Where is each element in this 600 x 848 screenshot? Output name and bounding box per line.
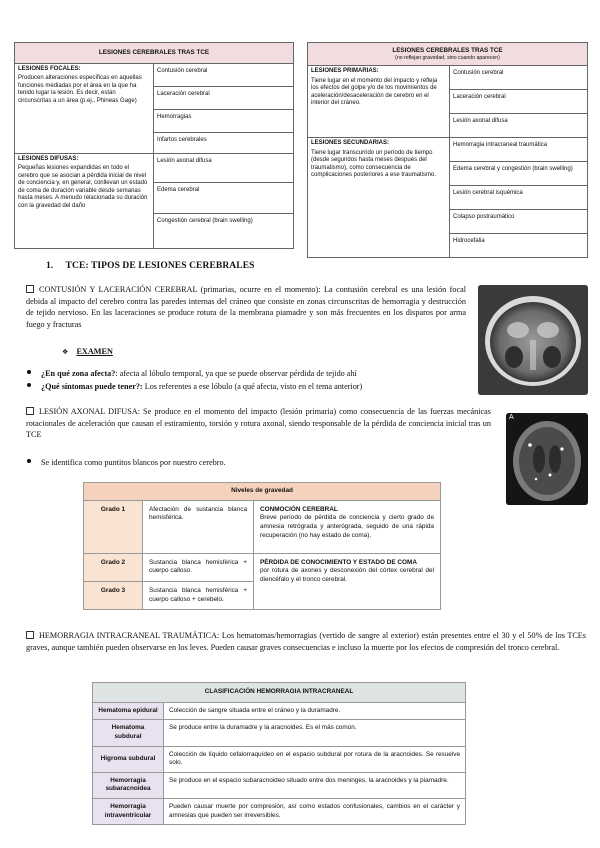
table2-item: Contusión cerebral xyxy=(450,66,588,90)
table2-title: LESIONES CEREBRALES TRAS TCE xyxy=(392,47,503,54)
grade-label: Grado 2 xyxy=(84,553,143,581)
axonal-lead: LESIÓN AXONAL DIFUSA xyxy=(39,407,138,416)
hemorrhage-name: Hematoma subdural xyxy=(93,720,164,746)
exam-q1-bold: ¿En qué zona afecta? xyxy=(41,369,116,378)
contusion-paragraph xyxy=(26,284,466,330)
section-number: 1. xyxy=(46,261,54,271)
table1-item: Laceración cerebral xyxy=(154,86,294,109)
hemorrhage-desc: Colección de líquido cefalorraquídeo en el espacio subdural por rotura de la aracnoides. Se resuelve solo. xyxy=(164,746,466,772)
checkbox-icon[interactable] xyxy=(26,407,34,415)
table2-subtitle: (no reflejan gravedad, sino cuando aparecen) xyxy=(395,54,500,61)
image-letter: A xyxy=(509,414,514,421)
hemorragia-lead: HEMORRAGIA INTRACRANEAL TRAUMÁTICA xyxy=(39,631,218,640)
table1-item: Infartos cerebrales xyxy=(154,132,294,153)
primarias-cell xyxy=(308,66,450,138)
section-title: TCE: TIPOS DE LESIONES CEREBRALES xyxy=(65,261,255,271)
axonal-text: : Se produce en el momento del impacto (lesión primaria) como consecuencia de las fuerzas mecánicas rotacionales de aceleración que causan el estiramiento, torsión y rotura axonal, siendo responsable de la pérdida de conciencia inicial tras un TCE xyxy=(26,407,491,439)
conmocion-title: CONMOCIÓN CEREBRAL xyxy=(260,505,338,513)
bullet-icon xyxy=(27,383,31,387)
table2-item: Laceración cerebral xyxy=(450,90,588,114)
axonal-bullet xyxy=(27,457,467,469)
conmocion-cell xyxy=(254,500,441,553)
bullet-icon xyxy=(27,370,31,374)
brain-mri-svg xyxy=(506,413,588,505)
exam-question-2 xyxy=(27,381,467,393)
severity-title: Niveles de gravedad xyxy=(84,483,441,501)
exam-label: EXAMEN xyxy=(76,347,113,356)
classification-table xyxy=(92,682,466,825)
brain-ct-svg xyxy=(478,285,588,395)
lesions-table-primary-secondary xyxy=(307,42,588,258)
grade-label: Grado 1 xyxy=(84,500,143,553)
difusas-text: Pequeñas lesiones expandidas en todo el cerebro que se asocian a pérdida inicial de nivel de conciencia y, en general, conllevan un estado de coma de duración variable desde semanas hasta meses. A menudo relacionada su duración con la gravedad del daño xyxy=(18,165,148,209)
bullet-icon xyxy=(27,459,31,463)
diamond-icon: ❖ xyxy=(62,348,69,356)
table2-item: Colapso postraumático xyxy=(450,210,588,234)
table2-item: Lesión axonal difusa xyxy=(450,114,588,138)
perdida-title: PÉRDIDA DE CONOCIMIENTO Y ESTADO DE COMA xyxy=(260,558,417,566)
table1-item: Congestión cerebral (brain swelling) xyxy=(154,213,294,248)
table1-item: Edema cerebral xyxy=(154,182,294,213)
table1-item: Lesión axonal difusa xyxy=(154,153,294,182)
hemorrhage-name: Hemorragia intraventricular xyxy=(93,799,164,825)
hemorragia-paragraph xyxy=(26,630,586,653)
secundarias-text: Tiene lugar transcurrido un período de tiempo (desde segundos hasta meses después del traumatismo), como consecuencia de complicaciones posteriores a ese traumatismo. xyxy=(311,149,437,179)
classification-title: CLASIFICACIÓN HEMORRAGIA INTRACRANEAL xyxy=(93,683,466,703)
hemorrhage-name: Higroma subdural xyxy=(93,746,164,772)
secundarias-label: LESIONES SECUNDARIAS: xyxy=(311,140,390,147)
exam-heading xyxy=(62,346,113,359)
severity-table xyxy=(83,482,441,610)
table2-title-cell xyxy=(308,43,588,66)
grade-label: Grado 3 xyxy=(84,581,143,609)
grade-desc: Afectación de sustancia blanca hemisférica. xyxy=(143,500,254,553)
hemorrhage-desc: Pueden causar muerte por compresión, así como estados confusionales, cambios en el carácter y amnesias que pueden ser irreversibles. xyxy=(164,799,466,825)
grade-desc: Sustancia blanca hemisférica + cuerpo calloso. xyxy=(143,553,254,581)
table2-item: Lesión cerebral isquémica xyxy=(450,186,588,210)
brain-ct-image xyxy=(478,285,588,395)
exam-q1-text: : afecta al lóbulo temporal, ya que se puede observar pérdida de tejido ahí xyxy=(115,369,357,378)
hemorrhage-desc: Colección de sangre situada entre el cráneo y la duramadre. xyxy=(164,702,466,720)
brain-mri-image xyxy=(506,413,588,505)
table2-item: Hidrocefalia xyxy=(450,234,588,258)
grade-desc: Sustancia blanca hemisférica + cuerpo calloso + cerebelo. xyxy=(143,581,254,609)
axonal-bullet-text: Se identifica como puntitos blancos por nuestro cerebro. xyxy=(41,458,226,467)
contusion-lead: CONTUSIÓN Y LACERACIÓN CEREBRAL (primarias, ocurre en el momento): xyxy=(39,285,321,294)
section-heading xyxy=(46,261,255,271)
hemorrhage-name: Hemorragia subaracnoidea xyxy=(93,772,164,798)
primarias-label: LESIONES PRIMARIAS: xyxy=(311,68,379,75)
focal-cell xyxy=(15,63,154,153)
conmocion-text: Breve período de pérdida de conciencia y cierto grado de amnesia retrógrada y anterógrada, seguido de una rápida recuperación (no hay estado de coma). xyxy=(260,514,434,539)
perdida-text: por rotura de axones y desconexión del córtex cerebral del diencéfalo y el tronco cerebral. xyxy=(260,567,434,583)
exam-question-1 xyxy=(27,368,467,380)
hemorrhage-name: Hematoma epidural xyxy=(93,702,164,720)
focal-label: LESIONES FOCALES: xyxy=(18,65,81,72)
primarias-text: Tiene lugar en el momento del impacto y refleja los efectos del golpe y/o de los movimientos de aceleración/desaceleración de cerebro en el interior del cráneo. xyxy=(311,77,438,107)
difusas-label: LESIONES DIFUSAS: xyxy=(18,155,79,162)
table1-item: Hemorragias xyxy=(154,109,294,132)
table2-item: Hemorragia intracraneal traumática xyxy=(450,138,588,162)
focal-text: Producen alteraciones específicas en aquellas funciones mediadas por el área en la que ha tenido lugar la lesión. Es decir, están circunscritas a un área (p.ej., Phineas Gage) xyxy=(18,75,142,104)
exam-q2-bold: ¿Qué síntomas puede tener?: xyxy=(41,382,143,391)
checkbox-icon[interactable] xyxy=(26,631,34,639)
table1-item: Contusión cerebral xyxy=(154,63,294,86)
exam-q2-text: Los referentes a ese lóbulo (a qué afecta, visto en el tema anterior) xyxy=(142,382,363,391)
table1-title: LESIONES CEREBRALES TRAS TCE xyxy=(15,43,294,64)
perdida-cell xyxy=(254,553,441,610)
axonal-paragraph xyxy=(26,406,491,441)
hemorragia-text: : Los hematomas/hemorragias (vertido de sangre al exterior) están presentes entre el 30 y el 50% de los TCEs graves, aunque también pueden observarse en los leves. Pueden causar graves consecuencias e incluso la muerte por los efectos de compresión del tronco cerebral. xyxy=(26,631,586,652)
table2-item: Edema cerebral y congestión (brain swelling) xyxy=(450,162,588,186)
lesions-table-focal-diffuse xyxy=(14,42,294,249)
secundarias-cell xyxy=(308,138,450,258)
contusion-text: La contusión cerebral es una lesión focal debida al impacto del cerebro contra las paredes internas del cráneo que consiste en zonas circunscritas de hemorragia y destrucción de tejido nervioso. En las laceraciones se produce rotura de la membrana piamadre y son más frecuentes en los disparos por arma fuego y fracturas xyxy=(26,285,466,329)
checkbox-icon[interactable] xyxy=(26,285,34,293)
hemorrhage-desc: Se produce entre la duramadre y la aracnoides. Es el más común. xyxy=(164,720,466,746)
hemorrhage-desc: Se produce en el espacio subaracnoideo situado entre dos meninges, la aracnoides y la piamadre. xyxy=(164,772,466,798)
difusas-cell xyxy=(15,153,154,248)
